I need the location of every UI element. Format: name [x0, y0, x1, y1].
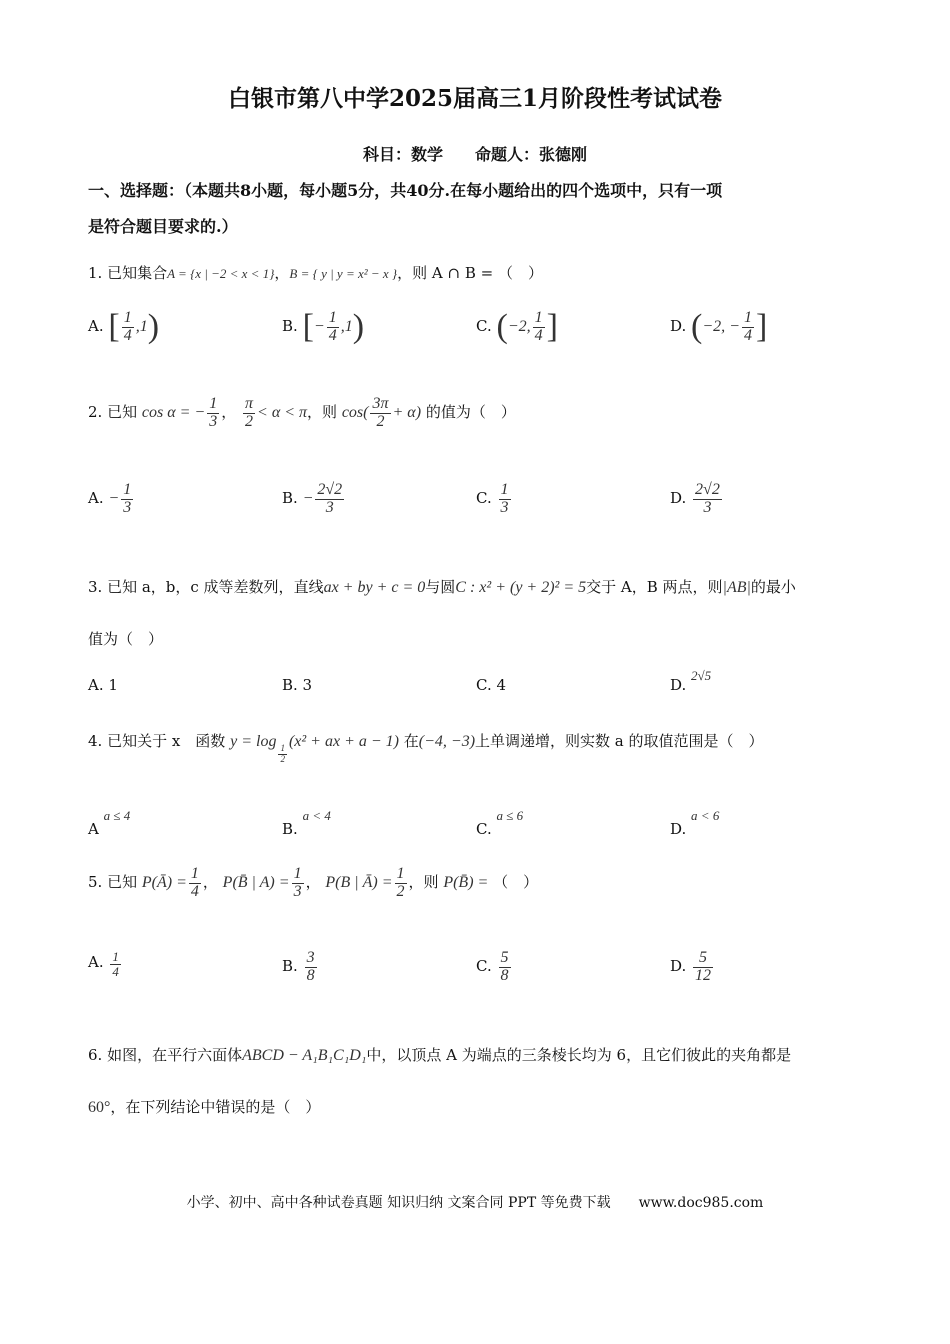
- q4-interval: (−4, −3): [418, 733, 476, 750]
- q3-text-a: 3. 已知 a，b，c 成等差数列，直线: [88, 578, 324, 596]
- q4-option-a-label: A: [88, 820, 99, 838]
- q1-a-tail: ,1: [135, 317, 148, 335]
- q2-option-b-label: B.: [282, 488, 298, 507]
- q2-suffix: 的值为（ ）: [425, 402, 516, 421]
- q5-option-c-label: C.: [476, 956, 492, 975]
- q5-c-den: 8: [500, 966, 509, 984]
- q4-option-c-label: C.: [476, 820, 492, 838]
- q2-option-a[interactable]: [88, 482, 135, 517]
- q1-option-b-label: B.: [282, 316, 298, 335]
- q5-p3-num: 1: [396, 865, 405, 882]
- q3-text-b: 与圆: [425, 578, 456, 596]
- q6-text-a: 6. 如图，在平行六面体: [88, 1046, 243, 1064]
- question-3-stem-line1: [88, 576, 796, 597]
- q1-c-close: ]: [546, 308, 558, 346]
- q6-text-c: ，在下列结论中错误的是（ ）: [110, 1098, 321, 1116]
- q2-option-b[interactable]: [282, 482, 346, 517]
- q3-circle-eq: C : x² + (y + 2)² = 5: [455, 579, 587, 596]
- q1-option-b[interactable]: [282, 310, 364, 345]
- q4-option-a[interactable]: [88, 806, 131, 838]
- q6-angle: 60°: [88, 1099, 111, 1116]
- q4-option-a-math: a ≤ 4: [103, 808, 131, 823]
- q2-a-den: 3: [123, 498, 132, 516]
- q2-b-num: 2√2: [317, 481, 343, 498]
- q5-d-den: 12: [695, 966, 712, 984]
- q5-b-num: 3: [306, 949, 315, 966]
- q1-sep: ，: [274, 264, 290, 282]
- q4-option-d-label: D.: [670, 820, 687, 838]
- q1-d-den: 4: [743, 326, 752, 344]
- question-3-stem-line2: 值为（ ）: [88, 630, 164, 648]
- q1-b-num: 1: [328, 309, 337, 326]
- q5-suffix: （ ）: [493, 872, 539, 891]
- q3-option-c[interactable]: C. 4: [476, 676, 507, 694]
- question-5-stem: [88, 866, 538, 901]
- q5-prefix: 5. 已知: [88, 872, 138, 891]
- footer-site-link[interactable]: www.doc985.com: [638, 1195, 764, 1211]
- q1-option-a-label: A.: [88, 316, 104, 335]
- q1-option-c[interactable]: [476, 310, 558, 345]
- question-6-stem-line1: [88, 1044, 791, 1065]
- q3-text-d: 的最小: [750, 578, 796, 596]
- q1-b-den: 4: [328, 326, 337, 344]
- q3-option-d[interactable]: [670, 666, 712, 694]
- q4-option-b-math: a < 4: [302, 808, 331, 823]
- q2-sep: ，: [221, 402, 237, 421]
- q1-b-open: [: [302, 308, 314, 346]
- q5-option-d-label: D.: [670, 956, 687, 975]
- q2-mid: ，则: [307, 402, 338, 421]
- q3-text-c: 交于 A，B 两点，则: [586, 578, 723, 596]
- q1-c-open: (: [496, 308, 508, 346]
- q5-p3-den: 2: [396, 882, 405, 900]
- q4-option-c[interactable]: [476, 806, 524, 838]
- q5-d-num: 5: [699, 949, 708, 966]
- q5-option-b-label: B.: [282, 956, 298, 975]
- footer-text: 小学、初中、高中各种试卷真题 知识归纳 文案合同 PPT 等免费下载: [186, 1195, 611, 1211]
- q3-option-b[interactable]: B. 3: [282, 676, 313, 694]
- q2-option-c-label: C.: [476, 488, 492, 507]
- q2-cond1-den: 3: [209, 412, 218, 430]
- q1-c-head: −2,: [507, 317, 531, 335]
- q5-c-num: 5: [500, 949, 509, 966]
- question-6-stem-line2: [88, 1096, 320, 1117]
- q1-option-a[interactable]: [88, 310, 159, 345]
- subject-line: 科目：数学 命题人：张德刚: [362, 145, 587, 164]
- exam-title: 白银市第八中学2025届高三1月阶段性考试试卷: [227, 85, 723, 112]
- q1-d-head: −2, −: [702, 317, 740, 335]
- page-footer: [0, 1192, 950, 1212]
- question-1-stem: [88, 262, 543, 283]
- q6-text-b: 中，以顶点 A 为端点的三条棱长均为 6，且它们彼此的夹角都是: [366, 1046, 792, 1064]
- q3-option-a[interactable]: A. 1: [88, 676, 118, 694]
- q1-b-close: ): [352, 308, 365, 346]
- section-heading-line2: 是符合题目要求的.）: [88, 217, 238, 236]
- q1-prefix: 1. 已知集合: [88, 264, 168, 282]
- q2-cond2-num: π: [245, 395, 254, 412]
- q2-expr-rhs: + α): [392, 403, 422, 421]
- q4-option-b[interactable]: [282, 806, 331, 838]
- q5-option-d[interactable]: [670, 950, 715, 985]
- q2-prefix: 2. 已知: [88, 402, 138, 421]
- q1-d-close: ]: [755, 308, 768, 346]
- q1-d-open: (: [691, 308, 703, 346]
- q1-suffix: ，则 A ∩ B = （ ）: [397, 264, 543, 282]
- q2-option-d[interactable]: [670, 482, 724, 517]
- q1-set-b: B = { y | y = x² − x }: [289, 266, 398, 281]
- q2-cond2-den: 2: [243, 413, 255, 431]
- q5-option-a-label: A.: [88, 953, 104, 972]
- q2-b-sign: −: [302, 489, 314, 507]
- q2-option-d-label: D.: [670, 488, 687, 507]
- q5-sep-2: ，: [305, 872, 321, 891]
- q4-prefix: 4. 已知关于 x 函数: [88, 732, 226, 750]
- q2-c-den: 3: [500, 498, 509, 516]
- q1-set-a: A = {x | −2 < x < 1}: [167, 266, 275, 281]
- q2-c-num: 1: [500, 481, 509, 498]
- q6-solid: ABCD − A₁B₁C₁D₁: [242, 1047, 367, 1064]
- q4-base-num: 1: [280, 743, 285, 754]
- q4-arg: (x² + ax + a − 1): [288, 733, 399, 750]
- q2-cond1-lhs: cos α = −: [141, 403, 206, 421]
- q2-expr-num: 3π: [372, 395, 389, 412]
- q4-option-c-math: a ≤ 6: [496, 808, 524, 823]
- q5-p1-num: 1: [190, 865, 199, 882]
- q5-mid: ，则: [408, 872, 439, 891]
- q4-option-d[interactable]: [670, 806, 720, 838]
- q4-mid: 在: [403, 732, 419, 750]
- q5-target: P(B̄) =: [443, 873, 489, 891]
- q1-a-close: ): [147, 308, 160, 346]
- q2-a-num: 1: [123, 481, 132, 498]
- q1-option-c-label: C.: [476, 316, 492, 335]
- q1-c-den: 4: [534, 326, 543, 344]
- q5-p1-den: 4: [190, 882, 199, 900]
- q2-option-a-label: A.: [88, 488, 104, 507]
- q3-option-d-label: D.: [670, 676, 687, 694]
- section-heading-line1: 一、选择题：（本题共8小题，每小题5分，共40分.在每小题给出的四个选项中，只有一项: [88, 181, 723, 200]
- q5-p2: P(B̄ | A) =: [222, 873, 290, 891]
- q1-option-d-label: D.: [670, 316, 687, 335]
- q1-a-num: 1: [123, 309, 132, 326]
- q3-line-eq: ax + by + c = 0: [323, 579, 426, 596]
- q1-a-den: 4: [123, 326, 132, 344]
- q2-expr-den: 2: [370, 413, 390, 431]
- q1-b-tail: ,1: [340, 317, 353, 335]
- q5-a-num: 1: [112, 949, 119, 964]
- q4-option-d-math: a < 6: [691, 808, 720, 823]
- q5-option-a[interactable]: [88, 950, 123, 978]
- q2-a-sign: −: [108, 489, 120, 507]
- q3-ab: |AB|: [722, 579, 751, 596]
- q5-p2-den: 3: [293, 882, 302, 900]
- question-4-stem: [88, 730, 764, 764]
- q2-d-num: 2√2: [695, 481, 720, 498]
- q1-b-sign: −: [313, 317, 325, 335]
- q4-suffix: 上单调递增，则实数 a 的取值范围是（ ）: [475, 732, 764, 750]
- q5-a-den: 4: [112, 963, 119, 979]
- q2-expr-lhs: cos(: [341, 403, 369, 421]
- q5-option-b[interactable]: [282, 950, 319, 985]
- q1-d-num: 1: [743, 309, 752, 326]
- q2-option-c[interactable]: [476, 482, 513, 517]
- q1-c-num: 1: [534, 309, 543, 326]
- q2-cond1-num: 1: [209, 395, 218, 412]
- question-2-stem: [88, 396, 516, 431]
- q4-func: y = log: [230, 733, 277, 750]
- q2-d-den: 3: [693, 499, 722, 517]
- q1-a-open: [: [108, 308, 120, 346]
- q5-p3: P(B | Ā) =: [325, 873, 393, 891]
- q5-b-den: 8: [306, 966, 315, 984]
- q4-base-den: 2: [280, 753, 285, 764]
- q3-option-d-math: 2√5: [691, 668, 712, 683]
- q5-p1: P(Ā) =: [141, 873, 187, 891]
- q5-option-c[interactable]: [476, 950, 513, 985]
- q2-b-den: 3: [315, 499, 344, 517]
- q4-option-b-label: B.: [282, 820, 298, 838]
- q5-p2-num: 1: [293, 865, 302, 882]
- q2-cond2-rest: < α < π: [257, 403, 308, 421]
- q1-option-d[interactable]: [670, 310, 767, 345]
- q5-sep-1: ，: [202, 872, 218, 891]
